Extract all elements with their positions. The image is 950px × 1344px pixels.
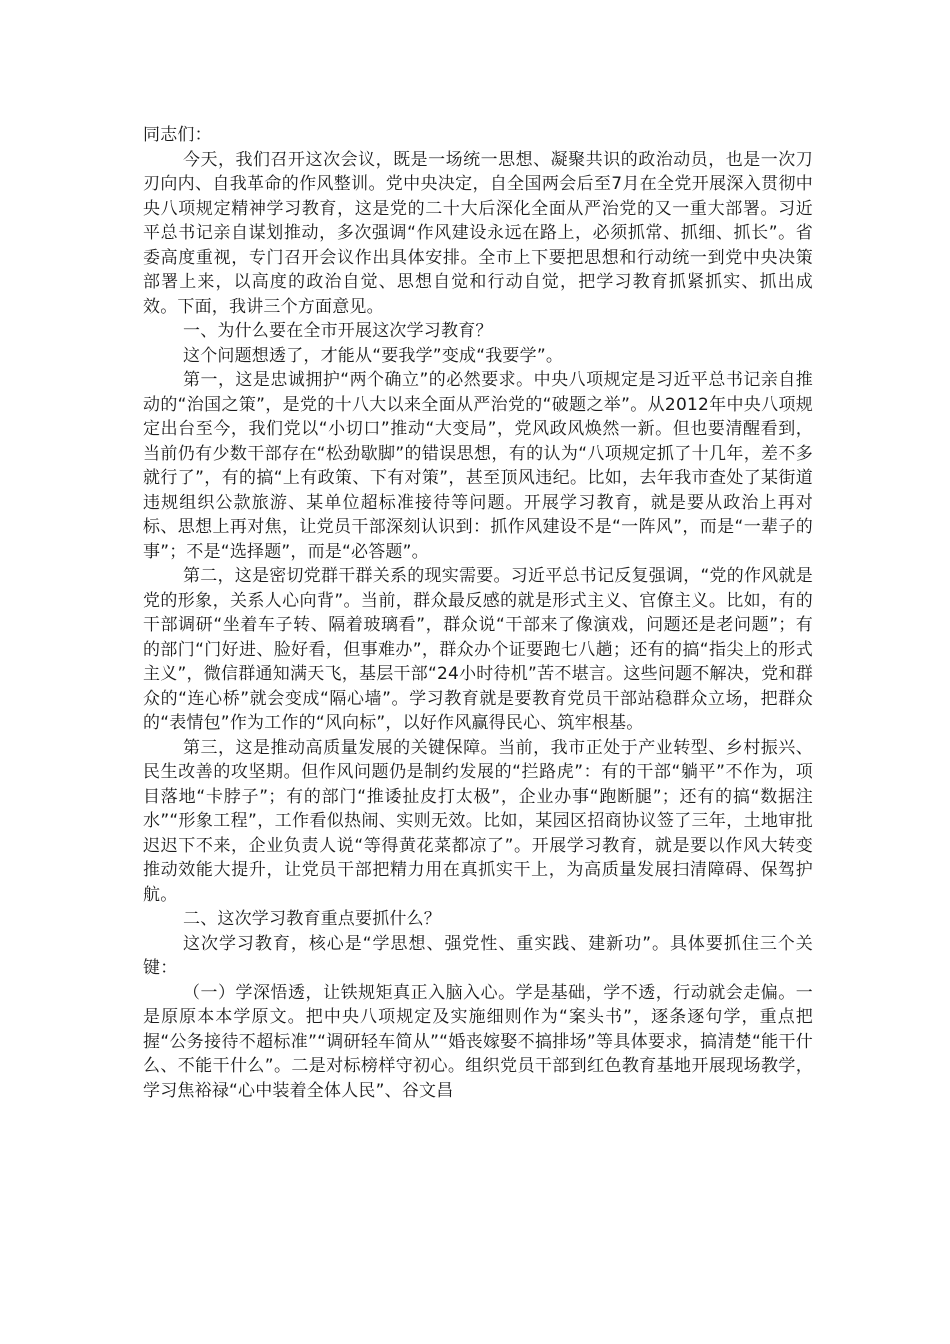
point-1-paragraph: 第一，这是忠诚拥护“两个确立”的必然要求。中央八项规定是习近平总书记亲自推动的“治国之策”，是党的十八大以来全面从严治党的“破题之举”。从2012年中央八项规定出台至今，我们党以“小切口”推动“大变局”，党风政风焕然一新。但也要清醒看到，当前仍有少数干部存在“松劲歇脚”的错误思想，有的认为“八项规定抓了十几年，差不多就行了”，有的搞“上有政策、下有对策”，甚至顶风违纪。比如，去年我市查处了某街道违规组织公款旅游、某单位超标准接待等问题。开展学习教育，就是要从政治上再对标、思想上再对焦，让党员干部深刻认识到：抓作风建设不是“一阵风”，而是“一辈子的事”；不是“选择题”，而是“必答题”。	[143, 370, 813, 562]
point-2-paragraph: 第二，这是密切党群干群关系的现实需要。习近平总书记反复强调，“党的作风就是党的形象，关系人心向背”。当前，群众最反感的就是形式主义、官僚主义。比如，有的干部调研“坐着车子转、隔着玻璃看”，群众说“干部来了像演戏，问题还是老问题”；有的部门“门好进、脸好看，但事难办”，群众办个证要跑七八趟；还有的搞“指尖上的形式主义”，微信群通知满天飞，基层干部“24小时待机”苦不堪言。这些问题不解决，党和群众的“连心桥”就会变成“隔心墙”。学习教育就是要教育党员干部站稳群众立场，把群众的“表情包”作为工作的“风向标”，以好作风赢得民心、筑牢根基。	[143, 566, 813, 733]
document-body	[143, 123, 813, 1103]
point-3-paragraph: 第三，这是推动高质量发展的关键保障。当前，我市正处于产业转型、乡村振兴、民生改善的攻坚期。但作风问题仍是制约发展的“拦路虎”：有的干部“躺平”不作为，项目落地“卡脖子”；有的部门“推诿扯皮打太极”，企业办事“跑断腿”；还有的搞“数据注水”“形象工程”，工作看似热闹、实则无效。比如，某园区招商协议签了三年，土地审批迟迟下不来，企业负责人说“等得黄花菜都凉了”。开展学习教育，就是要以作风大转变推动效能大提升，让党员干部把精力用在真抓实干上，为高质量发展扫清障碍、保驾护航。	[143, 737, 813, 905]
section-2-lead: 这次学习教育，核心是“学思想、强党性、重实践、建新功”。具体要抓住三个关键：	[143, 933, 813, 978]
section-heading-2: 二、这次学习教育重点要抓什么？	[183, 909, 441, 929]
section-heading-1: 一、为什么要在全市开展这次学习教育？	[183, 321, 493, 341]
subpoint-1-paragraph: （一）学深悟透，让铁规矩真正入脑入心。学是基础，学不透，行动就会走偏。一是原原本本学原文。把中央八项规定及实施细则作为“案头书”，逐条逐句学，重点把握“公务接待不超标准”“调研轻车简从”“婚丧嫁娶不搞排场”等具体要求，搞清楚“能干什么、不能干什么”。二是对标榜样守初心。组织党员干部到红色教育基地开展现场教学，学习焦裕禄“心中装着全体人民”、谷文昌	[143, 982, 813, 1101]
intro-paragraph: 今天，我们召开这次会议，既是一场统一思想、凝聚共识的政治动员，也是一次刀刃向内、自我革命的作风整训。党中央决定，自全国两会后至7月在全党开展深入贯彻中央八项规定精神学习教育，这是党的二十大后深化全面从严治党的又一重大部署。习近平总书记亲自谋划推动，多次强调“作风建设永远在路上，必须抓常、抓细、抓长”。省委高度重视，专门召开会议作出具体安排。全市上下要把思想和行动统一到党中央决策部署上来，以高度的政治自觉、思想自觉和行动自觉，把学习教育抓紧抓实、抓出成效。下面，我讲三个方面意见。	[143, 149, 813, 317]
salutation: 同志们：	[143, 125, 212, 145]
section-1-lead: 这个问题想透了，才能从“要我学”变成“我要学”。	[183, 345, 564, 366]
